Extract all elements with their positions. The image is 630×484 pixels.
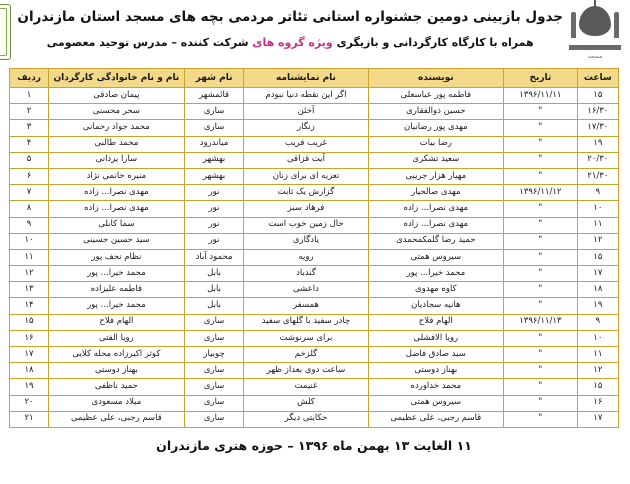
cell-date: " xyxy=(505,104,579,120)
cell-index: ۷ xyxy=(11,185,50,201)
cell-date: " xyxy=(505,395,579,411)
cell-city: نور xyxy=(185,233,245,249)
cell-play: یادگاری xyxy=(245,233,369,249)
cell-date: " xyxy=(505,411,579,427)
mosque-dome-icon xyxy=(580,6,612,36)
cell-date: ۱۳۹۶/۱۱/۱۳ xyxy=(505,314,579,330)
cell-play: زنگار xyxy=(245,120,369,136)
cell-director: پیمان صادقی xyxy=(50,88,186,104)
cell-date: " xyxy=(505,168,579,184)
cell-city: ساری xyxy=(185,120,245,136)
cell-date: ۱۳۹۶/۱۱/۱۲ xyxy=(505,185,579,201)
cell-writer: سیروس همتی xyxy=(369,249,505,265)
cell-play: غریب قریب xyxy=(245,136,369,152)
cell-time: ۲۰/۳۰ xyxy=(578,152,619,168)
cell-writer: فاطمه پور عباسعلی xyxy=(369,88,505,104)
cell-index: ۱۰ xyxy=(11,233,50,249)
cell-date: " xyxy=(505,233,579,249)
cell-index: ۶ xyxy=(11,168,50,184)
cell-director: کوثر اکبرزاده محله کلایی xyxy=(50,347,186,363)
cell-time: ۲۱/۳۰ xyxy=(578,168,619,184)
cell-director: محمد جواد رحمانی xyxy=(50,120,186,136)
cell-time: ۱۹ xyxy=(578,298,619,314)
cell-play: حکایتی دیگر xyxy=(245,411,369,427)
table-row xyxy=(11,282,620,298)
cell-writer: محمد خیرا... پور xyxy=(369,266,505,282)
cell-time: ۱۰ xyxy=(578,330,619,346)
cell-index: ۲۱ xyxy=(11,411,50,427)
page-subtitle xyxy=(18,36,564,50)
mosque-base-icon xyxy=(570,45,622,50)
cell-index: ۱۵ xyxy=(11,314,50,330)
cell-time: ۹ xyxy=(578,314,619,330)
table-head xyxy=(11,69,620,88)
cell-play: همسفر xyxy=(245,298,369,314)
col-header-index: ردیف xyxy=(11,69,50,88)
cell-date: " xyxy=(505,152,579,168)
col-header-director: نام و نام خانوادگی کارگردان xyxy=(50,69,186,88)
cell-play: فرهاد سبز xyxy=(245,201,369,217)
title-block xyxy=(12,4,570,51)
cell-date: " xyxy=(505,379,579,395)
cell-index: ۱۸ xyxy=(11,363,50,379)
cell-time: ۱۹ xyxy=(578,136,619,152)
cell-director: بهناز دوستی xyxy=(50,363,186,379)
table-row xyxy=(11,168,620,184)
table-row xyxy=(11,379,620,395)
cell-index: ۱۹ xyxy=(11,379,50,395)
festival-logo-caption xyxy=(0,51,11,57)
cell-writer: مهدی نصرا... زاده xyxy=(369,217,505,233)
cell-date: " xyxy=(505,298,579,314)
cell-city: ساری xyxy=(185,411,245,427)
cell-index: ۵ xyxy=(11,152,50,168)
col-header-time: ساعت xyxy=(578,69,619,88)
cell-date: ۱۳۹۶/۱۱/۱۱ xyxy=(505,88,579,104)
poster-footer: ۱۱ الغایت ۱۳ بهمن ماه ۱۳۹۶ – حوزه هنری مازندران xyxy=(157,437,473,453)
cell-time: ۱۰ xyxy=(578,201,619,217)
cell-writer: سیروس همتی xyxy=(369,395,505,411)
cell-time: ۱۵ xyxy=(578,88,619,104)
festival-logo-art-icon xyxy=(0,12,1,50)
cell-director: سما کابلی xyxy=(50,217,186,233)
mosque-minaret-left-icon xyxy=(572,12,577,38)
cell-writer: رضا بیات xyxy=(369,136,505,152)
cell-time: ۱۱ xyxy=(578,347,619,363)
table-row xyxy=(11,363,620,379)
table-row xyxy=(11,395,620,411)
mosque-minaret-right-icon xyxy=(615,12,620,38)
cell-play: گلزخم xyxy=(245,347,369,363)
cell-director: منیره خانمی نژاد xyxy=(50,168,186,184)
cell-date: " xyxy=(505,120,579,136)
cell-writer: مهدی صالحیار xyxy=(369,185,505,201)
cell-index: ۴ xyxy=(11,136,50,152)
cell-time: ۱۷ xyxy=(578,266,619,282)
cell-city: چوبیار xyxy=(185,347,245,363)
cell-writer: حمید رضا گلمکمحمدی xyxy=(369,233,505,249)
cell-time: ۱۲ xyxy=(578,363,619,379)
cell-city: بهشهر xyxy=(185,168,245,184)
cell-date: " xyxy=(505,136,579,152)
cell-director: سارا یزدانی xyxy=(50,152,186,168)
cell-city: بابل xyxy=(185,282,245,298)
cell-director: رویا الفتی xyxy=(50,330,186,346)
table-row xyxy=(11,201,620,217)
col-header-city: نام شهر xyxy=(185,69,245,88)
cell-play: گزارش یک ثابت xyxy=(245,185,369,201)
cell-director: محمد خیرا... پور xyxy=(50,298,186,314)
table-row xyxy=(11,347,620,363)
cell-director: محمد خیرا... پور xyxy=(50,266,186,282)
table-body xyxy=(11,88,620,428)
cell-director: میلاد مسعودی xyxy=(50,395,186,411)
cell-play: گندباد xyxy=(245,266,369,282)
cell-time: ۱۵ xyxy=(578,249,619,265)
cell-date: " xyxy=(505,347,579,363)
cell-city: نور xyxy=(185,185,245,201)
cell-index: ۱۲ xyxy=(11,266,50,282)
cell-writer: مهدی نصرا... زاده xyxy=(369,201,505,217)
cell-play: تعزیه ای برای زنان xyxy=(245,168,369,184)
cell-play: اگر این نقطه دنیا نبودم xyxy=(245,88,369,104)
cell-time: ۱۷/۳۰ xyxy=(578,120,619,136)
cell-play: رویه xyxy=(245,249,369,265)
cell-director: قاسم رجبی، علی عظیمی xyxy=(50,411,186,427)
cell-index: ۱۱ xyxy=(11,249,50,265)
cell-writer: رویا الافشلی xyxy=(369,330,505,346)
poster-header xyxy=(0,0,630,68)
table-row xyxy=(11,120,620,136)
cell-play: آخئن xyxy=(245,104,369,120)
table-row xyxy=(11,298,620,314)
subtitle-highlight: ویژه گروه های xyxy=(253,36,334,50)
cell-writer: حسین ذوالفقاری xyxy=(369,104,505,120)
cell-date: " xyxy=(505,201,579,217)
cell-time: ۱۱ xyxy=(578,217,619,233)
table-row xyxy=(11,152,620,168)
schedule-table-wrap xyxy=(0,68,630,428)
cell-city: ساری xyxy=(185,104,245,120)
cell-city: محمود آباد xyxy=(185,249,245,265)
table-row xyxy=(11,266,620,282)
cell-index: ۱ xyxy=(11,88,50,104)
subtitle-suffix: شرکت کننده – مدرس توحید معصومی xyxy=(47,36,254,50)
cell-date: " xyxy=(505,330,579,346)
cell-index: ۹ xyxy=(11,217,50,233)
cell-director: نظام نجف پور xyxy=(50,249,186,265)
cell-city: قائمشهر xyxy=(185,88,245,104)
table-header-row xyxy=(11,69,620,88)
schedule-table xyxy=(10,68,620,428)
cell-index: ۳ xyxy=(11,120,50,136)
cell-director: سید حسین حسینی xyxy=(50,233,186,249)
cell-time: ۹ xyxy=(578,185,619,201)
cell-play: کلش xyxy=(245,395,369,411)
cell-city: ساری xyxy=(185,363,245,379)
cell-index: ۱۶ xyxy=(11,330,50,346)
cell-city: میاندرود xyxy=(185,136,245,152)
table-row xyxy=(11,217,620,233)
col-header-writer: نویسنده xyxy=(369,69,505,88)
cell-director: سحر محسنی xyxy=(50,104,186,120)
table-row xyxy=(11,249,620,265)
table-row xyxy=(11,330,620,346)
cell-index: ۱۷ xyxy=(11,347,50,363)
col-header-play: نام نمایشنامه xyxy=(245,69,369,88)
cell-writer: مهدی پور رضانیان xyxy=(369,120,505,136)
cell-time: ۱۲ xyxy=(578,233,619,249)
table-row xyxy=(11,104,620,120)
cell-date: " xyxy=(505,282,579,298)
cell-director: الهام فلاح xyxy=(50,314,186,330)
cell-writer: سعید تشکری xyxy=(369,152,505,168)
cell-city: ساری xyxy=(185,379,245,395)
cell-writer: بهناز دوستی xyxy=(369,363,505,379)
cell-city: ساری xyxy=(185,395,245,411)
table-row xyxy=(11,233,620,249)
subtitle-prefix: همراه با کارگاه کارگردانی و بازیگری xyxy=(333,36,535,50)
cell-date: " xyxy=(505,363,579,379)
cell-city: بهشهر xyxy=(185,152,245,168)
cell-index: ۱۳ xyxy=(11,282,50,298)
cell-play: ساعت دوی بعداز ظهر xyxy=(245,363,369,379)
cell-writer: سید صادق فاضل xyxy=(369,347,505,363)
cell-play: غنیمت xyxy=(245,379,369,395)
cell-time: ۱۸ xyxy=(578,282,619,298)
cell-city: نور xyxy=(185,217,245,233)
cell-writer: کاوه مهدوی xyxy=(369,282,505,298)
table-row xyxy=(11,314,620,330)
cell-play: حال زمین خوب است xyxy=(245,217,369,233)
page-title: جدول بازبینی دومین جشنواره استانی تئاتر مردمی بچه های مسجد استان مازندران xyxy=(18,9,564,25)
cell-date: " xyxy=(505,217,579,233)
cell-time: ۱۷ xyxy=(578,411,619,427)
cell-index: ۱۴ xyxy=(11,298,50,314)
cell-city: بابل xyxy=(185,298,245,314)
table-row xyxy=(11,88,620,104)
cell-date: " xyxy=(505,266,579,282)
cell-city: ساری xyxy=(185,314,245,330)
table-row xyxy=(11,136,620,152)
cell-director: فاطمه علیزاده xyxy=(50,282,186,298)
cell-director: مهدی نصرا... زاده xyxy=(50,185,186,201)
cell-writer: مهیار هزار جریبی xyxy=(369,168,505,184)
cell-writer: محمد خداورده xyxy=(369,379,505,395)
cell-city: بابل xyxy=(185,266,245,282)
cell-play: برای سرنوشت xyxy=(245,330,369,346)
cell-director: حمید ناظفی xyxy=(50,379,186,395)
cell-time: ۱۶/۳۰ xyxy=(578,104,619,120)
mosque-logo xyxy=(570,4,622,60)
cell-director: محمد طالبی xyxy=(50,136,186,152)
cell-play: داعشی xyxy=(245,282,369,298)
cell-time: ۱۶ xyxy=(578,395,619,411)
col-header-date: تاریخ xyxy=(505,69,579,88)
cell-date: " xyxy=(505,249,579,265)
cell-index: ۲۰ xyxy=(11,395,50,411)
table-row xyxy=(11,411,620,427)
cell-index: ۲ xyxy=(11,104,50,120)
cell-play: آیت قزاقی xyxy=(245,152,369,168)
cell-index: ۸ xyxy=(11,201,50,217)
cell-city: نور xyxy=(185,201,245,217)
table-row xyxy=(11,185,620,201)
cell-time: ۱۵ xyxy=(578,379,619,395)
cell-play: چادر سفید با گلهای سفید xyxy=(245,314,369,330)
cell-writer: هانیه سجادیان xyxy=(369,298,505,314)
cell-director: مهدی نصرا... زاده xyxy=(50,201,186,217)
cell-city: ساری xyxy=(185,330,245,346)
mosque-logo-caption: مسجد xyxy=(588,54,604,60)
cell-writer: الهام فلاح xyxy=(369,314,505,330)
cell-writer: قاسم رجبی، علی عظیمی xyxy=(369,411,505,427)
festival-logo xyxy=(0,4,12,60)
